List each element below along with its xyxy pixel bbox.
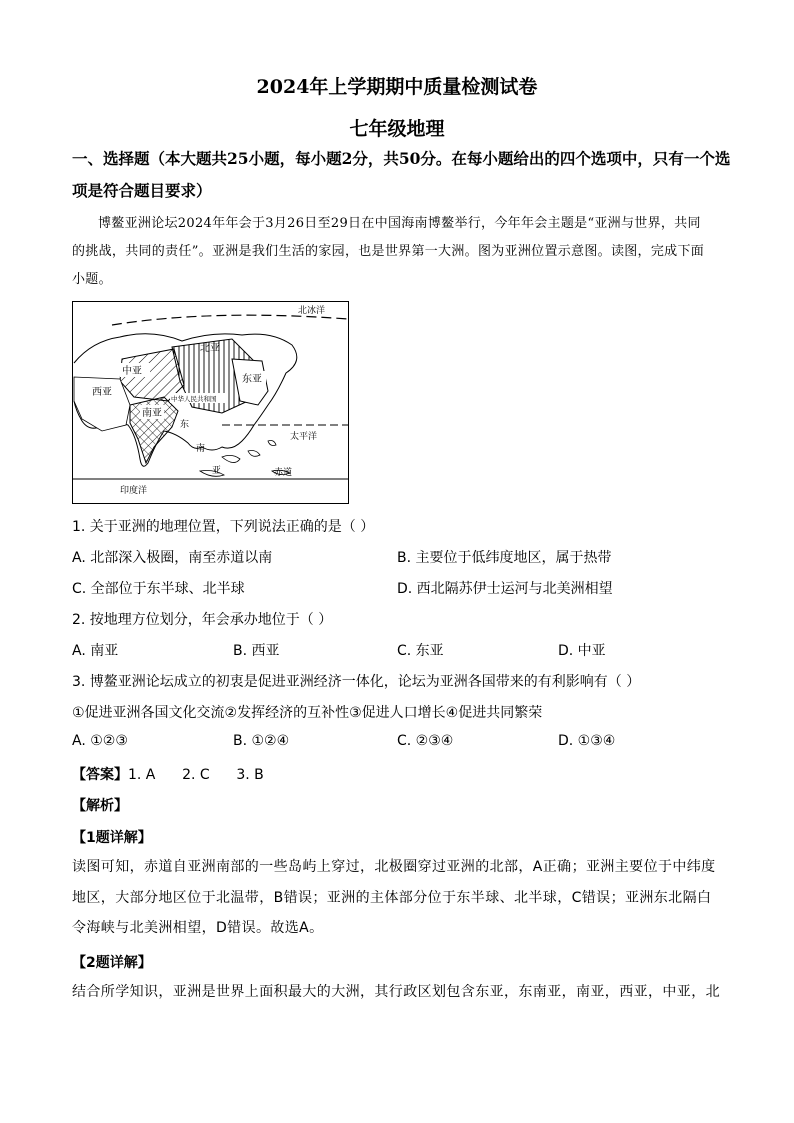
question-2-option-b[interactable]: B. 西亚: [233, 643, 280, 659]
label-west-asia: 西亚: [92, 387, 112, 398]
section-heading: 一、选择题（本大题共25小题，每小题2分，共50分。在每小题给出的四个选项中，只有一个选项是符合题目要求）: [72, 149, 731, 200]
question-1-option-b[interactable]: B. 主要位于低纬度地区，属于热带: [397, 550, 612, 566]
label-east-asia: 东亚: [242, 374, 262, 385]
detail-2-label: 【2题详解】: [72, 955, 152, 971]
label-arctic: 北冰洋: [298, 306, 326, 316]
question-3-option-b[interactable]: B. ①②④: [233, 733, 290, 749]
label-indian-ocean: 印度洋: [120, 486, 148, 496]
question-1-stem: 1. 关于亚洲的地理位置，下列说法正确的是（ ）: [72, 519, 375, 535]
detail-1-label: 【1题详解】: [72, 830, 152, 846]
question-1-option-a[interactable]: A. 北部深入极圈，南至赤道以南: [72, 550, 273, 566]
label-pacific: 太平洋: [290, 432, 318, 442]
label-china: 中华人民共和国: [171, 395, 217, 403]
detail-2-text: 结合所学知识，亚洲是世界上面积最大的大洲，其行政区划包含东亚，东南亚，南亚，西亚，中亚，北: [72, 984, 720, 1000]
question-2-option-a[interactable]: A. 南亚: [72, 643, 119, 659]
question-2-option-d[interactable]: D. 中亚: [558, 643, 606, 659]
answer-line: [72, 764, 264, 784]
question-3-option-d[interactable]: D. ①③④: [558, 733, 616, 749]
intro-paragraph: 博鳌亚洲论坛2024年年会于3月26日至29日在中国海南博鳌举行，今年年会主题是“亚洲与世界，共同的挑战，共同的责任”。亚洲是我们生活的家园，也是世界第一大洲。图为亚洲位置示意图。读图，完成下面小题。: [72, 216, 705, 287]
label-southeast-a: 东: [180, 420, 190, 430]
question-2-option-c[interactable]: C. 东亚: [397, 643, 444, 659]
question-3-stem: 3. 博鳌亚洲论坛成立的初衷是促进亚洲经济一体化，论坛为亚洲各国带来的有利影响有（ ）: [72, 674, 641, 690]
question-3-statements: ①促进亚洲各国文化交流②发挥经济的互补性③促进人口增长④促进共同繁荣: [72, 705, 543, 721]
question-1-option-d[interactable]: D. 西北隔苏伊士运河与北美洲相望: [397, 581, 613, 597]
question-3-option-c[interactable]: C. ②③④: [397, 733, 454, 749]
map-svg: [72, 301, 349, 504]
question-2-stem: 2. 按地理方位划分，年会承办地位于（ ）: [72, 612, 333, 628]
label-southeast-c: 亚: [212, 466, 222, 476]
question-3-option-a[interactable]: A. ①②③: [72, 733, 128, 749]
answer-label: 【答案】: [72, 767, 128, 783]
detail-1-text: 读图可知，赤道自亚洲南部的一些岛屿上穿过，北极圈穿过亚洲的北部，A正确；亚洲主要位于中纬度地区，大部分地区位于北温带，B错误；亚洲的主体部分位于东半球、北半球，C错误；亚洲东北隔白令海峡与北美洲相望，D错误。故选A。: [72, 859, 716, 936]
asia-location-map: [72, 301, 349, 504]
label-equator: 赤道: [274, 468, 293, 478]
exam-title: 2024年上学期期中质量检测试卷: [256, 76, 538, 98]
label-south-asia: 南亚: [142, 408, 162, 419]
label-southeast-b: 南: [196, 444, 206, 454]
analysis-label: 【解析】: [72, 798, 128, 814]
label-north-asia: 北亚: [200, 343, 220, 354]
exam-subtitle: 七年级地理: [349, 118, 445, 140]
label-central-asia: 中亚: [122, 366, 142, 377]
question-1-option-c[interactable]: C. 全部位于东半球、北半球: [72, 581, 245, 597]
answer-text: 1. A 2. C 3. B: [128, 767, 264, 783]
